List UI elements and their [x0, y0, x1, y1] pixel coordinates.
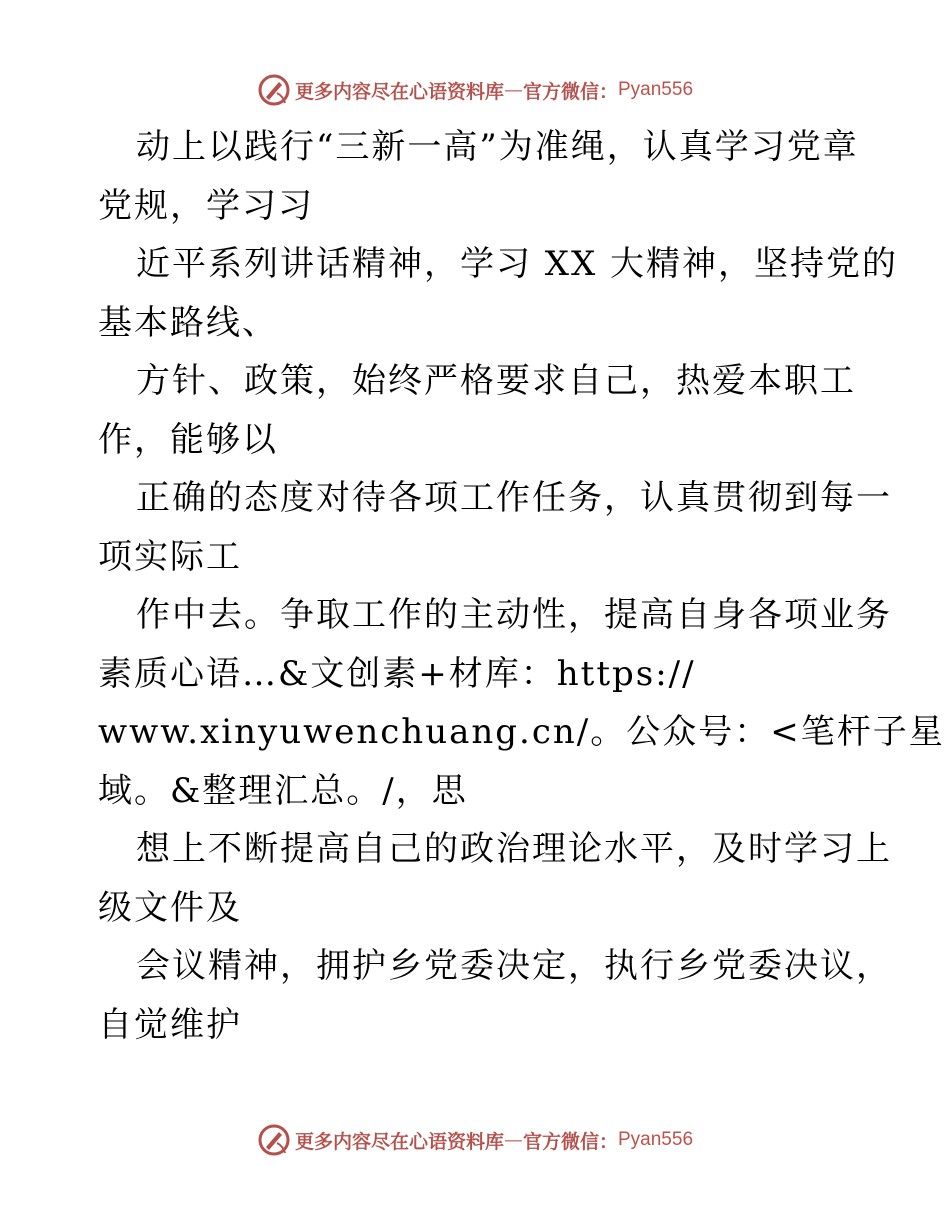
watermark-site-text: 更多内容尽在心语资料库 [294, 80, 504, 103]
body-line: 近平系列讲话精神，学习 XX 大精神，坚持党的 [136, 244, 899, 284]
body-line: 级文件及 [98, 887, 242, 928]
body-line: 自觉维护 [98, 1004, 242, 1045]
watermark-wechat-label: 官方微信： [522, 1130, 618, 1153]
body-line: 域。&整理汇总。/，思 [98, 770, 468, 811]
quill-seal-logo-icon [257, 73, 291, 107]
header-watermark [0, 70, 950, 110]
footer-watermark [0, 1120, 950, 1160]
watermark-separator: — [503, 79, 523, 101]
body-line: 基本路线、 [98, 302, 278, 343]
body-line: 正确的态度对待各项工作任务，认真贯彻到每一 [136, 478, 892, 518]
body-line: www.xinyuwenchuang.cn/。公众号：<笔杆子星 [98, 712, 945, 752]
body-line: 党规，学习习 [98, 185, 314, 226]
watermark-separator: — [503, 1129, 523, 1151]
body-line: 会议精神，拥护乡党委决定，执行乡党委决议， [136, 946, 892, 986]
watermark-wechat-id: Pyan556 [618, 1129, 694, 1150]
watermark-site-text: 更多内容尽在心语资料库 [294, 1130, 504, 1153]
body-line: 素质心语…&文创素+材库：https:// [98, 653, 696, 694]
body-line: 想上不断提高自己的政治理论水平，及时学习上 [136, 829, 892, 869]
body-line: 作中去。争取工作的主动性，提高自身各项业务 [136, 595, 892, 635]
body-line: 作，能够以 [98, 419, 278, 460]
body-line: 方针、政策，始终严格要求自己，热爱本职工 [136, 361, 856, 401]
quill-seal-logo-icon [257, 1123, 291, 1157]
document-body [98, 118, 945, 1054]
watermark-wechat-id: Pyan556 [618, 79, 694, 100]
watermark-wechat-label: 官方微信： [522, 80, 618, 103]
body-line: 项实际工 [98, 536, 242, 577]
body-line: 动上以践行“三新一高”为准绳，认真学习党章 [136, 127, 859, 167]
